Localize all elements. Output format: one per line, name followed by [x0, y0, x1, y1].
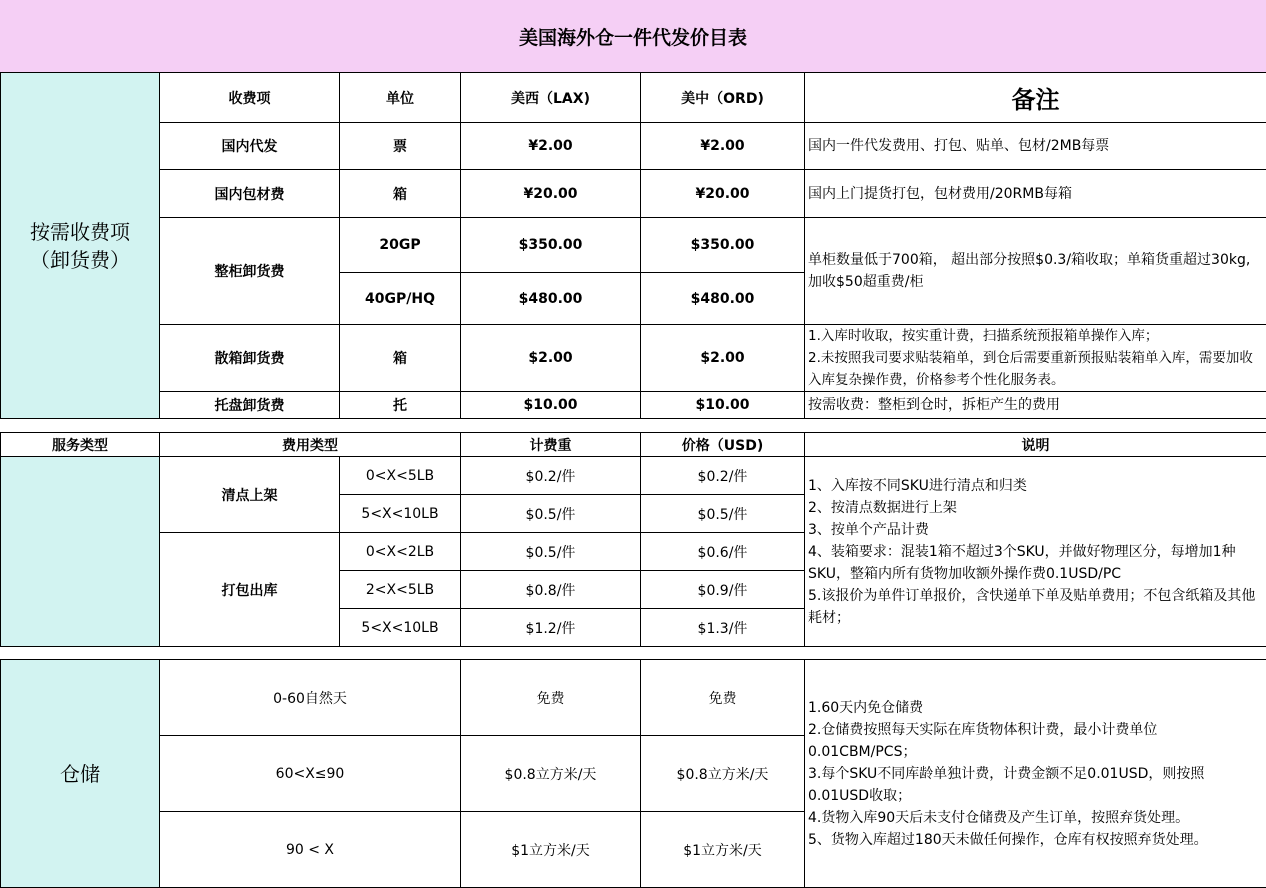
table-row	[1, 392, 1266, 419]
header-description: 说明	[805, 433, 1266, 457]
weight-range: 0<X<5LB	[340, 457, 461, 495]
price-usd: $0.5/件	[641, 495, 805, 533]
fee-item: 整柜卸货费	[160, 218, 340, 325]
price-lax: ¥2.00	[461, 123, 641, 170]
storage-days-range: 60<X≤90	[160, 736, 461, 812]
description	[805, 457, 1266, 647]
header-fee-item: 收费项	[160, 73, 340, 123]
price-ord: $1立方米/天	[641, 812, 805, 888]
table-row	[1, 170, 1266, 218]
price-lax: $2.00	[461, 325, 641, 392]
price-lax: $350.00	[461, 218, 641, 273]
side-label-line-1: 按需收费项	[30, 219, 130, 244]
weight-range: 5<X<10LB	[340, 609, 461, 647]
service-type-cell	[1, 457, 160, 647]
remark: 单柜数量低于700箱， 超出部分按照$0.3/箱收取；单箱货重超过30kg, 加收$50超重费/柜	[805, 218, 1266, 325]
header-billing-weight: 计费重	[461, 433, 641, 457]
unit: 箱	[340, 170, 461, 218]
remark	[805, 325, 1266, 392]
price-lax: 免费	[461, 660, 641, 736]
fee-item: 国内代发	[160, 123, 340, 170]
fee-type-outbound: 打包出库	[160, 533, 340, 647]
remark-line: 2.未按照我司要求贴装箱单，到仓后需要重新预报贴装箱单入库，需要加收入库复杂操作费，价格参考个性化服务表。	[808, 350, 1253, 388]
price-ord: ¥20.00	[641, 170, 805, 218]
price-lax: ¥20.00	[461, 170, 641, 218]
page-title: 美国海外仓一件代发价目表	[0, 0, 1266, 72]
header-remarks: 备注	[805, 73, 1266, 123]
storage-note-line: 4.货物入库90天后未支付仓储费及产生订单，按照弃货处理。	[808, 809, 1190, 826]
unit: 托	[340, 392, 461, 419]
header-price-usd: 价格（USD)	[641, 433, 805, 457]
storage-note-line: 3.每个SKU不同库龄单独计费，计费金额不足0.01USD，则按照0.01USD收取；	[808, 765, 1205, 804]
billing-weight-price: $0.5/件	[461, 495, 641, 533]
on-demand-fee-table	[0, 72, 1266, 419]
price-usd: $0.9/件	[641, 571, 805, 609]
header-lax: 美西（LAX)	[461, 73, 641, 123]
weight-range: 2<X<5LB	[340, 571, 461, 609]
price-usd: $1.3/件	[641, 609, 805, 647]
remark: 国内一件代发费用、打包、贴单、包材/2MB每票	[805, 123, 1266, 170]
side-label-line-2: （卸货费）	[30, 247, 130, 272]
storage-days-range: 90 < X	[160, 812, 461, 888]
storage-days-range: 0-60自然天	[160, 660, 461, 736]
storage-side-label: 仓储	[1, 660, 160, 888]
remark: 国内上门提货打包，包材费用/20RMB每箱	[805, 170, 1266, 218]
description-line: 2、按清点数据进行上架	[808, 499, 957, 516]
billing-weight-price: $1.2/件	[461, 609, 641, 647]
header-service-type: 服务类型	[1, 433, 160, 457]
billing-weight-price: $0.2/件	[461, 457, 641, 495]
price-lax: $1立方米/天	[461, 812, 641, 888]
weight-range: 0<X<2LB	[340, 533, 461, 571]
fee-item: 散箱卸货费	[160, 325, 340, 392]
fee-item: 国内包材费	[160, 170, 340, 218]
price-ord: ¥2.00	[641, 123, 805, 170]
description-line: 3、按单个产品计费	[808, 521, 929, 538]
price-usd: $0.2/件	[641, 457, 805, 495]
description-line: 4、装箱要求：混装1箱不超过3个SKU，并做好物理区分，每增加1种SKU，整箱内所有货物加收额外操作费0.1USD/PC	[808, 543, 1236, 582]
storage-note-line: 5、货物入库超过180天未做任何操作，仓库有权按照弃货处理。	[808, 831, 1208, 848]
storage-notes	[805, 660, 1266, 888]
price-ord: $350.00	[641, 218, 805, 273]
billing-weight-price: $0.5/件	[461, 533, 641, 571]
unit: 票	[340, 123, 461, 170]
header-fee-type: 费用类型	[160, 433, 461, 457]
fee-type-inbound: 清点上架	[160, 457, 340, 533]
table-row	[1, 660, 1266, 736]
storage-fee-table	[0, 659, 1266, 888]
price-lax: $10.00	[461, 392, 641, 419]
table-row	[1, 123, 1266, 170]
header-ord: 美中（ORD)	[641, 73, 805, 123]
storage-note-line: 2.仓储费按照每天实际在库货物体积计费，最小计费单位0.01CBM/PCS；	[808, 721, 1158, 760]
price-ord: 免费	[641, 660, 805, 736]
description-line: 5.该报价为单件订单报价，含快递单下单及贴单费用；不包含纸箱及其他耗材；	[808, 587, 1256, 626]
header-unit: 单位	[340, 73, 461, 123]
on-demand-side-label	[1, 73, 160, 419]
price-lax: $480.00	[461, 273, 641, 325]
table-row	[1, 457, 1266, 495]
service-fee-table	[0, 432, 1266, 647]
table-row	[1, 218, 1266, 273]
unit: 40GP/HQ	[340, 273, 461, 325]
remark-line: 1.入库时收取，按实重计费，扫描系统预报箱单操作入库；	[808, 328, 1159, 344]
billing-weight-price: $0.8/件	[461, 571, 641, 609]
fee-item: 托盘卸货费	[160, 392, 340, 419]
unit: 20GP	[340, 218, 461, 273]
weight-range: 5<X<10LB	[340, 495, 461, 533]
table-row	[1, 325, 1266, 392]
remark: 按需收费：整柜到仓时，拆柜产生的费用	[805, 392, 1266, 419]
unit: 箱	[340, 325, 461, 392]
price-ord: $2.00	[641, 325, 805, 392]
price-ord: $10.00	[641, 392, 805, 419]
price-ord: $0.8立方米/天	[641, 736, 805, 812]
storage-note-line: 1.60天内免仓储费	[808, 699, 924, 716]
description-line: 1、入库按不同SKU进行清点和归类	[808, 477, 1027, 494]
price-usd: $0.6/件	[641, 533, 805, 571]
price-lax: $0.8立方米/天	[461, 736, 641, 812]
price-ord: $480.00	[641, 273, 805, 325]
